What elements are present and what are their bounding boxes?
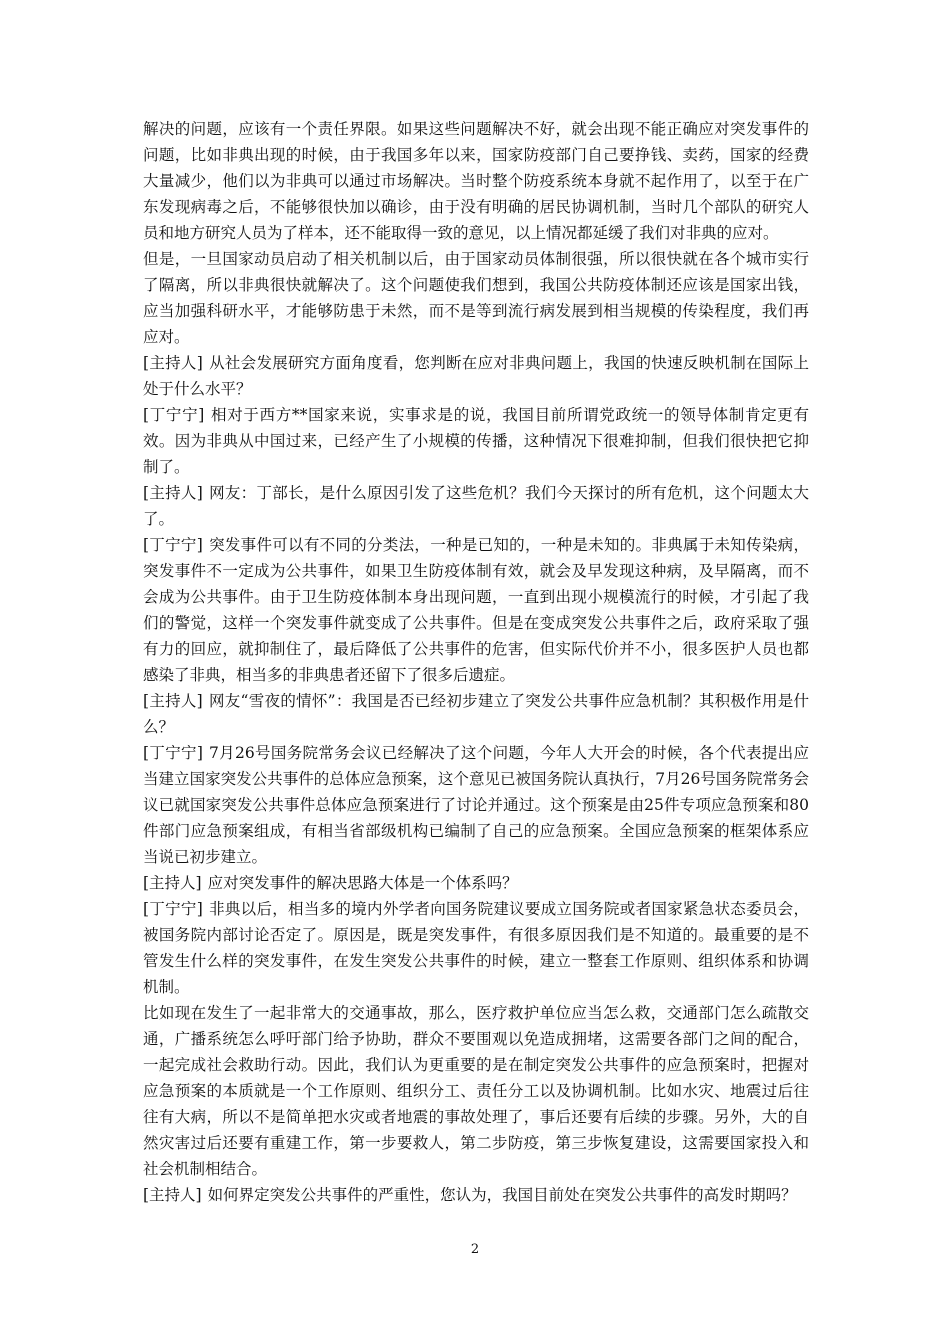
speaker-label: [主持人] <box>143 874 202 892</box>
speaker-label: [主持人] <box>143 354 203 372</box>
paragraph-9 <box>143 870 809 896</box>
paragraph-text: 相对于西方**国家来说，实事求是的说，我国目前所谓党政统一的领导体制肯定更有效。因为非典从中国过来，已经产生了小规模的传播，这种情况下很难抑制，但我们很快把它抑制了。 <box>143 406 809 476</box>
paragraph-5 <box>143 480 809 532</box>
paragraph-12 <box>143 1182 809 1208</box>
paragraph-3 <box>143 350 809 402</box>
speaker-label: [主持人] <box>143 692 203 710</box>
paragraph-text: 网友“雪夜的情怀”：我国是否已经初步建立了突发公共事件应急机制？其积极作用是什么？ <box>143 692 809 736</box>
speaker-label: [丁宁宁] <box>143 744 203 762</box>
paragraph-1 <box>143 116 809 246</box>
paragraph-text: 网友：丁部长，是什么原因引发了这些危机？我们今天探讨的所有危机，这个问题太大了。 <box>143 484 809 528</box>
paragraph-text: 应对突发事件的解决思路大体是一个体系吗？ <box>207 874 518 892</box>
paragraph-2 <box>143 246 809 350</box>
speaker-label: [主持人] <box>143 484 203 502</box>
paragraph-4 <box>143 402 809 480</box>
page-number: 2 <box>470 1242 480 1257</box>
speaker-label: [主持人] <box>143 1186 202 1204</box>
paragraph-text: 突发事件可以有不同的分类法，一种是已知的，一种是未知的。非典属于未知传染病，突发事件不一定成为公共事件，如果卫生防疫体制有效，就会及早发现这种病，及早隔离，而不会成为公共事件。由于卫生防疫体制本身出现问题，一直到出现小规模流行的时候，才引起了我们的警觉，这样一个突发事件就变成了公共事件。但是在变成突发公共事件之后，政府采取了强有力的回应，就抑制住了，最后降低了公共事件的危害，但实际代价并不小，很多医护人员也都感染了非典，相当多的非典患者还留下了很多后遗症。 <box>143 536 809 684</box>
paragraph-text: 7月26号国务院常务会议已经解决了这个问题，今年人大开会的时候，各个代表提出应当建立国家突发公共事件的总体应急预案，这个意见已被国务院认真执行，7月26号国务院常务会议已就国家突发公共事件总体应急预案进行了讨论并通过。这个预案是由25件专项应急预案和80件部门应急预案组成，有相当省部级机构已编制了自己的应急预案。全国应急预案的框架体系应当说已初步建立。 <box>143 744 809 866</box>
paragraph-text: 从社会发展研究方面角度看，您判断在应对非典问题上，我国的快速反映机制在国际上处于什么水平？ <box>143 354 809 398</box>
paragraph-6 <box>143 532 809 688</box>
paragraph-8 <box>143 740 809 870</box>
paragraph-text: 如何界定突发公共事件的严重性，您认为，我国目前处在突发公共事件的高发时期吗？ <box>207 1186 797 1204</box>
paragraph-7 <box>143 688 809 740</box>
paragraph-text: 非典以后，相当多的境内外学者向国务院建议要成立国务院或者国家紧急状态委员会，被国务院内部讨论否定了。原因是，既是突发事件，有很多原因我们是不知道的。最重要的是不管发生什么样的突发事件，在发生突发公共事件的时候，建立一整套工作原则、组织体系和协调机制。 <box>143 900 809 996</box>
speaker-label: [丁宁宁] <box>143 536 203 554</box>
paragraph-text: 但是，一旦国家动员启动了相关机制以后，由于国家动员体制很强，所以很快就在各个城市实行了隔离，所以非典很快就解决了。这个问题使我们想到，我国公共防疫体制还应该是国家出钱，应当加强科研水平，才能够防患于未然，而不是等到流行病发展到相当规模的传染程度，我们再应对。 <box>143 250 809 346</box>
document-body <box>143 116 809 1208</box>
speaker-label: [丁宁宁] <box>143 406 205 424</box>
paragraph-text: 解决的问题，应该有一个责任界限。如果这些问题解决不好，就会出现不能正确应对突发事件的问题，比如非典出现的时候，由于我国多年以来，国家防疫部门自己要挣钱、卖药，国家的经费大量减少，他们以为非典可以通过市场解决。当时整个防疫系统本身就不起作用了，以至于在广东发现病毒之后，不能够很快加以确诊，由于没有明确的居民协调机制，当时几个部队的研究人员和地方研究人员为了样本，还不能取得一致的意见，以上情况都延缓了我们对非典的应对。 <box>143 120 809 242</box>
paragraph-10 <box>143 896 809 1000</box>
speaker-label: [丁宁宁] <box>143 900 203 918</box>
paragraph-text: 比如现在发生了一起非常大的交通事故，那么，医疗救护单位应当怎么救，交通部门怎么疏散交通，广播系统怎么呼吁部门给予协助，群众不要围观以免造成拥堵，这需要各部门之间的配合，一起完成社会救助行动。因此，我们认为更重要的是在制定突发公共事件的应急预案时，把握对应急预案的本质就是一个工作原则、组织分工、责任分工以及协调机制。比如水灾、地震过后往往有大病，所以不是简单把水灾或者地震的事故处理了，事后还要有后续的步骤。另外，大的自然灾害过后还要有重建工作，第一步要救人，第二步防疫，第三步恢复建设，这需要国家投入和社会机制相结合。 <box>143 1004 809 1178</box>
paragraph-11 <box>143 1000 809 1182</box>
